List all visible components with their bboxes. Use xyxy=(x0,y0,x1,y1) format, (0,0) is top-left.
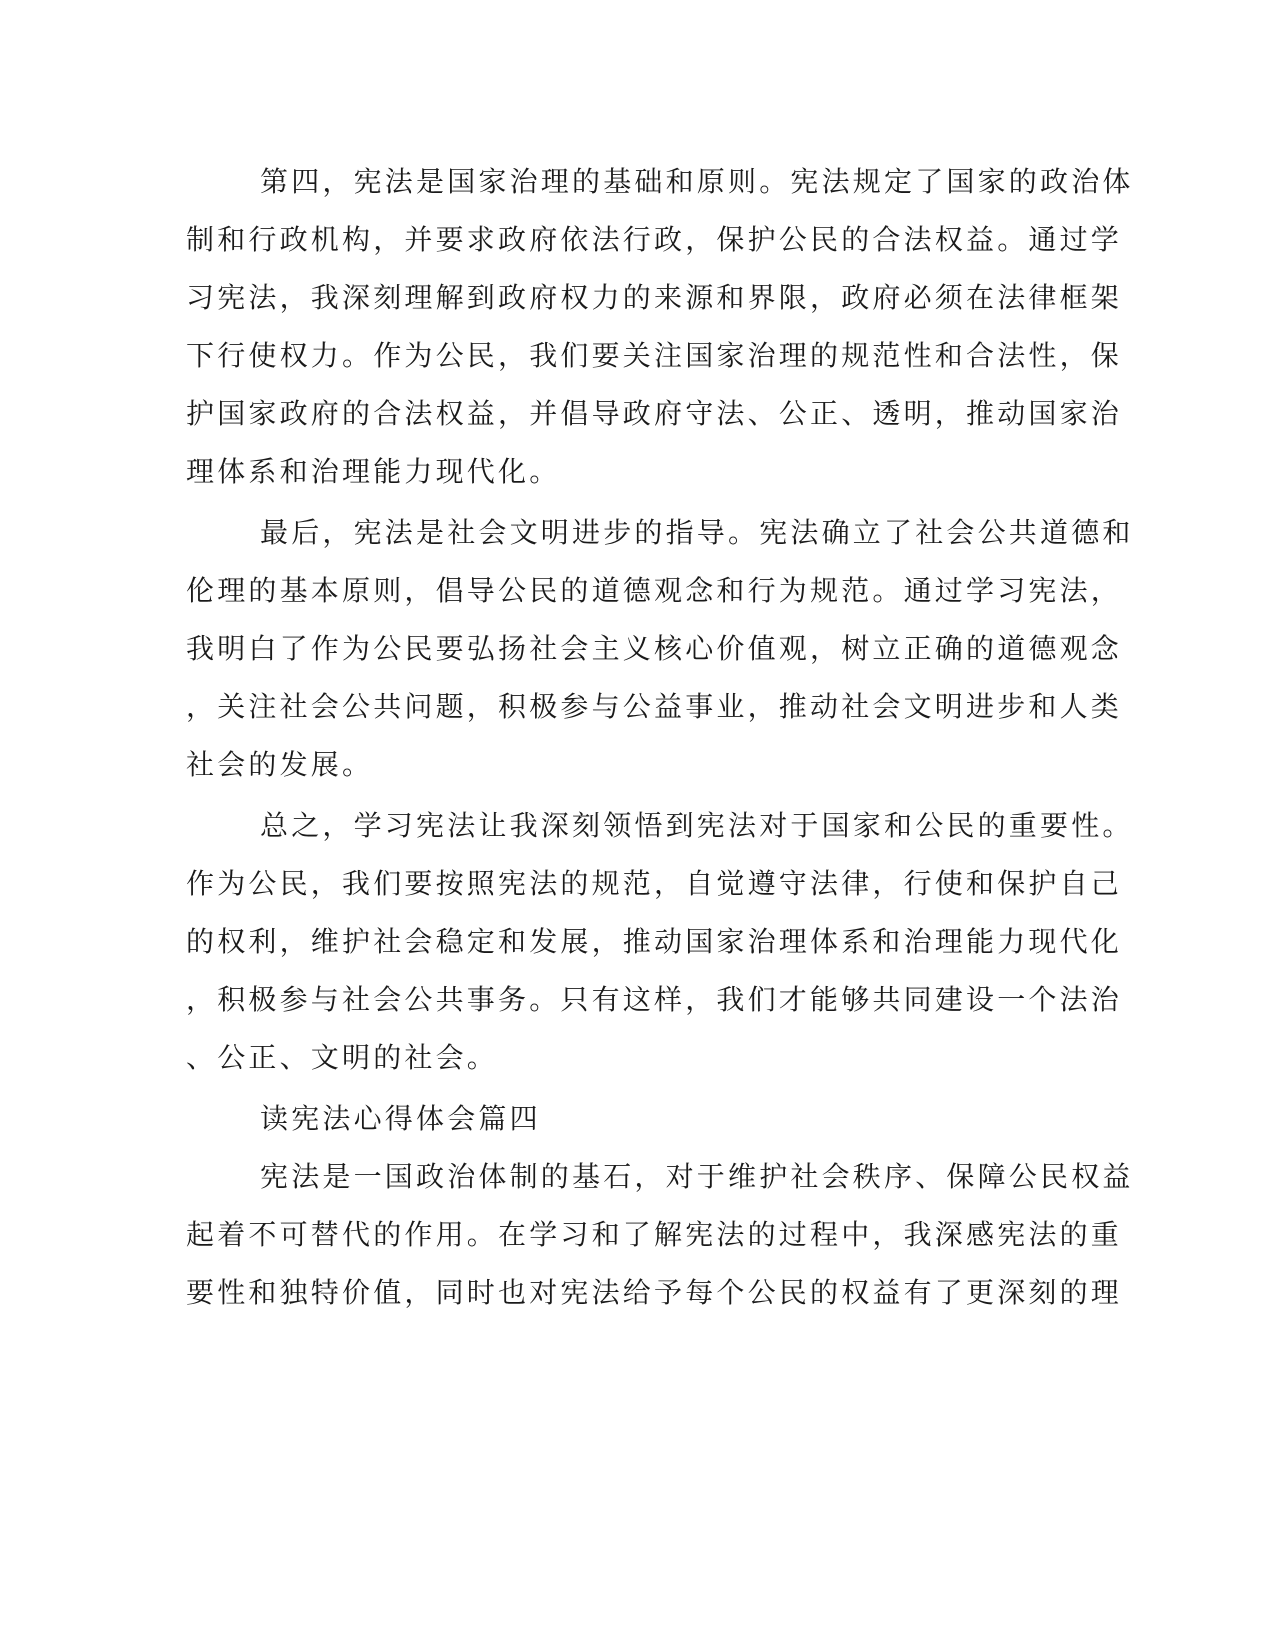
paragraph-1-line-6: 理体系和治理能力现代化。 xyxy=(186,455,561,488)
paragraph-2-line-2: 伦理的基本原则，倡导公民的道德观念和行为规范。通过学习宪法， xyxy=(186,574,1123,607)
paragraph-4-line-1: 宪法是一国政治体制的基石，对于维护社会秩序、保障公民权益 xyxy=(260,1160,1134,1193)
paragraph-4-line-3: 要性和独特价值，同时也对宪法给予每个公民的权益有了更深刻的理 xyxy=(186,1276,1123,1309)
paragraph-3-line-4: ，积极参与社会公共事务。只有这样，我们才能够共同建设一个法治 xyxy=(186,983,1123,1016)
paragraph-3-line-3: 的权利，维护社会稳定和发展，推动国家治理体系和治理能力现代化 xyxy=(186,925,1123,958)
paragraph-1-line-1: 第四，宪法是国家治理的基础和原则。宪法规定了国家的政治体 xyxy=(260,165,1134,198)
paragraph-2-line-4: ，关注社会公共问题，积极参与公益事业，推动社会文明进步和人类 xyxy=(186,690,1123,723)
paragraph-2-line-3: 我明白了作为公民要弘扬社会主义核心价值观，树立正确的道德观念 xyxy=(186,632,1123,665)
paragraph-1-line-4: 下行使权力。作为公民，我们要关注国家治理的规范性和合法性，保 xyxy=(186,339,1123,372)
section-heading: 读宪法心得体会篇四 xyxy=(260,1102,541,1135)
paragraph-1-line-3: 习宪法，我深刻理解到政府权力的来源和界限，政府必须在法律框架 xyxy=(186,281,1123,314)
paragraph-2-line-1: 最后，宪法是社会文明进步的指导。宪法确立了社会公共道德和 xyxy=(260,516,1134,549)
paragraph-3-line-5: 、公正、文明的社会。 xyxy=(186,1041,499,1074)
paragraph-1-line-2: 制和行政机构，并要求政府依法行政，保护公民的合法权益。通过学 xyxy=(186,223,1123,256)
paragraph-4-line-2: 起着不可替代的作用。在学习和了解宪法的过程中，我深感宪法的重 xyxy=(186,1218,1123,1251)
paragraph-3-line-2: 作为公民，我们要按照宪法的规范，自觉遵守法律，行使和保护自己 xyxy=(186,867,1123,900)
paragraph-1-line-5: 护国家政府的合法权益，并倡导政府守法、公正、透明，推动国家治 xyxy=(186,397,1123,430)
paragraph-2-line-5: 社会的发展。 xyxy=(186,748,374,781)
paragraph-3-line-1: 总之，学习宪法让我深刻领悟到宪法对于国家和公民的重要性。 xyxy=(260,809,1134,842)
